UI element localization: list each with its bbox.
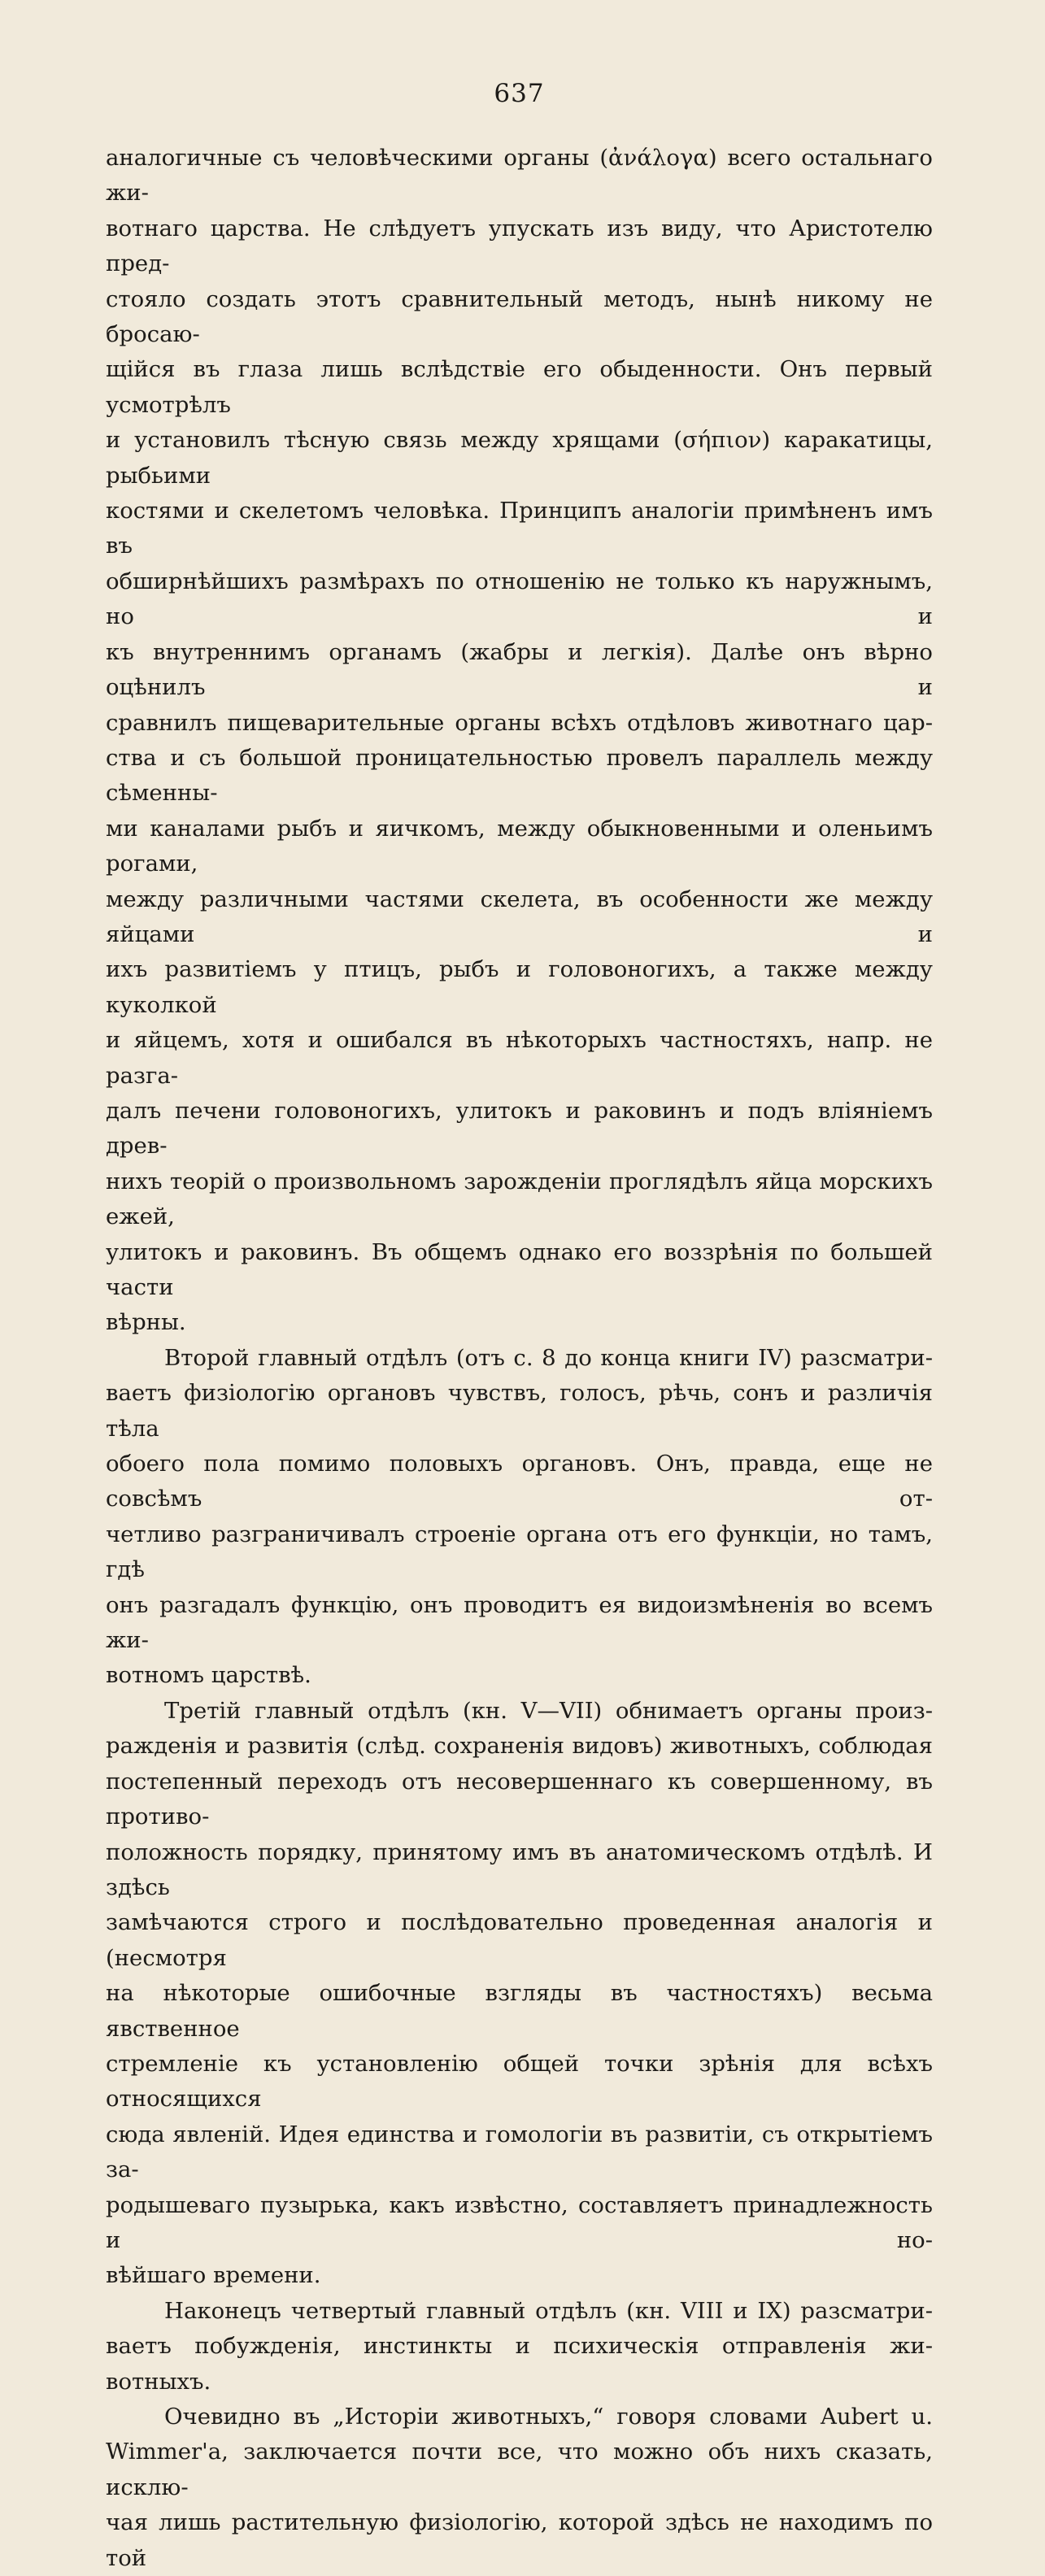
text-line: ваетъ побужденія, инстинкты и психическія отправленія жи- [106, 2333, 933, 2360]
text-line: сюда явленій. Идея единства и гомологіи въ развитіи, съ открытіемъ за- [106, 2121, 933, 2183]
text-line: Wimmer'a, заключается почти все, что можно объ нихъ сказать, исклю- [106, 2439, 933, 2500]
paragraph-2 [106, 1341, 933, 1694]
text-line: на нѣкоторые ошибочные взгляды въ частностяхъ) весьма явственное [106, 1980, 933, 2042]
paragraph-5 [106, 2400, 933, 2576]
text-line: вотнаго царства. Не слѣдуетъ упускать изъ виду, что Аристотелю пред- [106, 215, 933, 277]
text-line: чая лишь растительную физіологію, которой здѣсь не находимъ по той [106, 2509, 933, 2571]
text-line: ства и съ большой проницательностью провелъ параллель между сѣменны- [106, 744, 933, 807]
paragraph-3 [106, 1694, 933, 2294]
text-line: и яйцемъ, хотя и ошибался въ нѣкоторыхъ частностяхъ, напр. не разга- [106, 1027, 933, 1089]
text-line: стояло создать этотъ сравнительный методъ, нынѣ никому не бросаю- [106, 285, 933, 348]
text-line: стремленіе къ установленію общей точки зрѣнія для всѣхъ относящихся [106, 2050, 933, 2113]
text-line: Третій главный отдѣлъ (кн. V—VII) обнимаетъ органы произ- [164, 1697, 933, 1724]
text-line: между различными частями скелета, въ особенности же между яйцами и [106, 886, 933, 947]
text-line: аналогичные съ человѣческими органы (ἀνάλογα) всего остальнаго жи- [106, 145, 933, 207]
text-line: положность порядку, принятому имъ въ анатомическомъ отдѣлѣ. И здѣсь [106, 1838, 933, 1900]
paragraph-4 [106, 2294, 933, 2400]
text-line: вѣйшаго времени. [106, 2262, 321, 2289]
text-line: къ внутреннимъ органамъ (жабры и легкія). Далѣе онъ вѣрно оцѣнилъ и [106, 638, 933, 701]
text-line: замѣчаются строго и послѣдовательно проведенная аналогія и (несмотря [106, 1909, 933, 1971]
text-line: Очевидно въ „Исторіи животныхъ,“ говоря словами Aubert u. [164, 2404, 933, 2430]
text-line: вѣрны. [106, 1309, 186, 1336]
text-line: ми каналами рыбъ и яичкомъ, между обыкновенными и оленьимъ рогами, [106, 815, 933, 877]
text-line: вотныхъ. [106, 2368, 211, 2395]
text-line: далъ печени головоногихъ, улитокъ и раковинъ и подъ вліяніемъ древ- [106, 1097, 933, 1160]
text-line: ихъ развитіемъ у птицъ, рыбъ и головоногихъ, а также между куколкой [106, 956, 933, 1018]
text-line: четливо разграничивалъ строеніе органа отъ его функціи, но тамъ, гдѣ [106, 1521, 933, 1583]
paragraph-1 [106, 141, 933, 1341]
text-line: сравнилъ пищеварительные органы всѣхъ отдѣловъ животнаго цар- [106, 709, 933, 736]
text-line: онъ разгадалъ функцію, онъ проводитъ ея видоизмѣненія во всемъ жи- [106, 1591, 933, 1654]
text-line: Наконецъ четвертый главный отдѣлъ (кн. VIII и IX) разсматри- [164, 2297, 933, 2324]
page-number: 637 [494, 79, 545, 108]
text-line: постепенный переходъ отъ несовершеннаго къ совершенному, въ противо- [106, 1768, 933, 1830]
text-line: Второй главный отдѣлъ (отъ с. 8 до конца книги IV) разсматри- [164, 1344, 933, 1371]
text-line: и установилъ тѣсную связь между хрящами (σήπιον) каракатицы, рыбьими [106, 427, 933, 489]
text-line: вотномъ царствѣ. [106, 1662, 311, 1689]
text-line: обоего пола помимо половыхъ органовъ. Онъ, правда, еще не совсѣмъ от- [106, 1451, 933, 1512]
text-line: обширнѣйшихъ размѣрахъ по отношенію не только къ наружнымъ, но и [106, 568, 933, 630]
text-line: ражденія и развитія (слѣд. сохраненія видовъ) животныхъ, соблюдая [106, 1733, 933, 1760]
text-line: нихъ теорій о произвольномъ зарожденіи проглядѣлъ яйца морскихъ ежей, [106, 1168, 933, 1230]
text-line: ваетъ физіологію органовъ чувствъ, голосъ, рѣчь, сонъ и различія тѣла [106, 1380, 933, 1442]
text-line: щійся въ глаза лишь вслѣдствіе его обыденности. Онъ первый усмотрѣлъ [106, 356, 933, 418]
text-line: костями и скелетомъ человѣка. Принципъ аналогіи примѣненъ имъ въ [106, 498, 933, 559]
text-line: улитокъ и раковинъ. Въ общемъ однако его воззрѣнія по большей части [106, 1238, 933, 1300]
text-line: родышеваго пузырька, какъ извѣстно, составляетъ принадлежность и но- [106, 2191, 933, 2253]
